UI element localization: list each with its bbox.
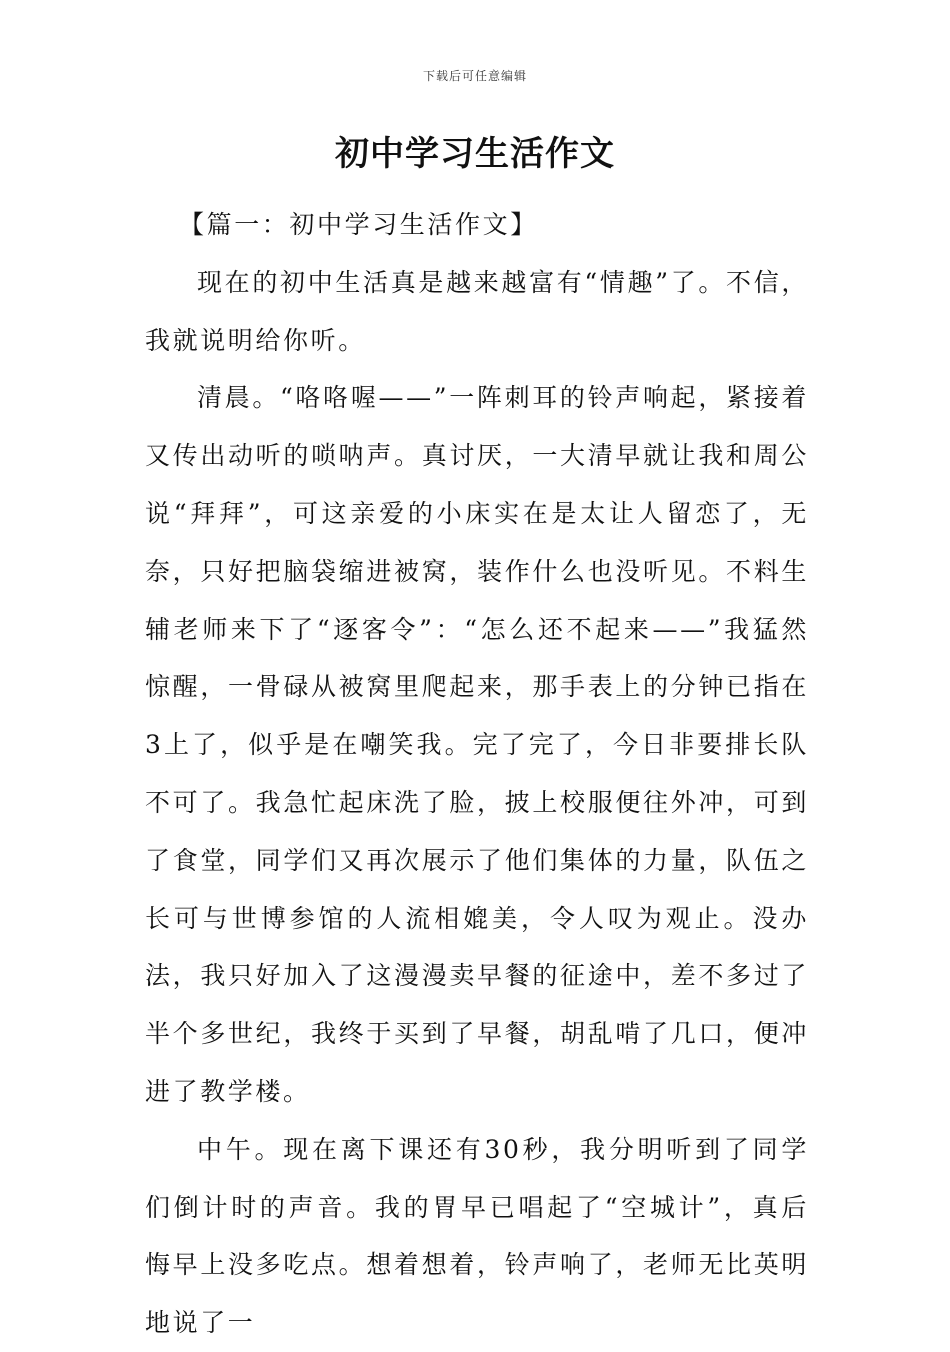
document-title: 初中学习生活作文 <box>335 134 615 174</box>
document-body <box>145 196 809 1352</box>
paragraph-noon: 中午。现在离下课还有30秒，我分明听到了同学们倒计时的声音。我的胃早已唱起了“空城计”，真后悔早上没多吃点。想着想着，铃声响了，老师无比英明地说了一 <box>145 1134 809 1338</box>
paragraph-intro: 现在的初中生活真是越来越富有“情趣”了。不信，我就说明给你听。 <box>145 267 809 355</box>
paragraph-morning: 清晨。“咯咯喔——”一阵刺耳的铃声响起，紧接着又传出动听的唢呐声。真讨厌，一大清早就让我和周公说“拜拜”，可这亲爱的小床实在是太让人留恋了，无奈，只好把脑袋缩进被窝，装作什么也没听见。不料生辅老师来下了“逐客令”：“怎么还不起来——”我猛然惊醒，一骨碌从被窝里爬起来，那手表上的分钟已指在3上了，似乎是在嘲笑我。完了完了，今日非要排长队不可了。我急忙起床洗了脸，披上校服便往外冲，可到了食堂，同学们又再次展示了他们集体的力量，队伍之长可与世博参馆的人流相媲美，令人叹为观止。没办法，我只好加入了这漫漫卖早餐的征途中，差不多过了半个多世纪，我终于买到了早餐，胡乱啃了几口，便冲进了教学楼。 <box>145 383 809 1106</box>
section-heading: 【篇一：初中学习生活作文】 <box>179 210 538 239</box>
header-note: 下载后可任意编辑 <box>422 69 527 83</box>
